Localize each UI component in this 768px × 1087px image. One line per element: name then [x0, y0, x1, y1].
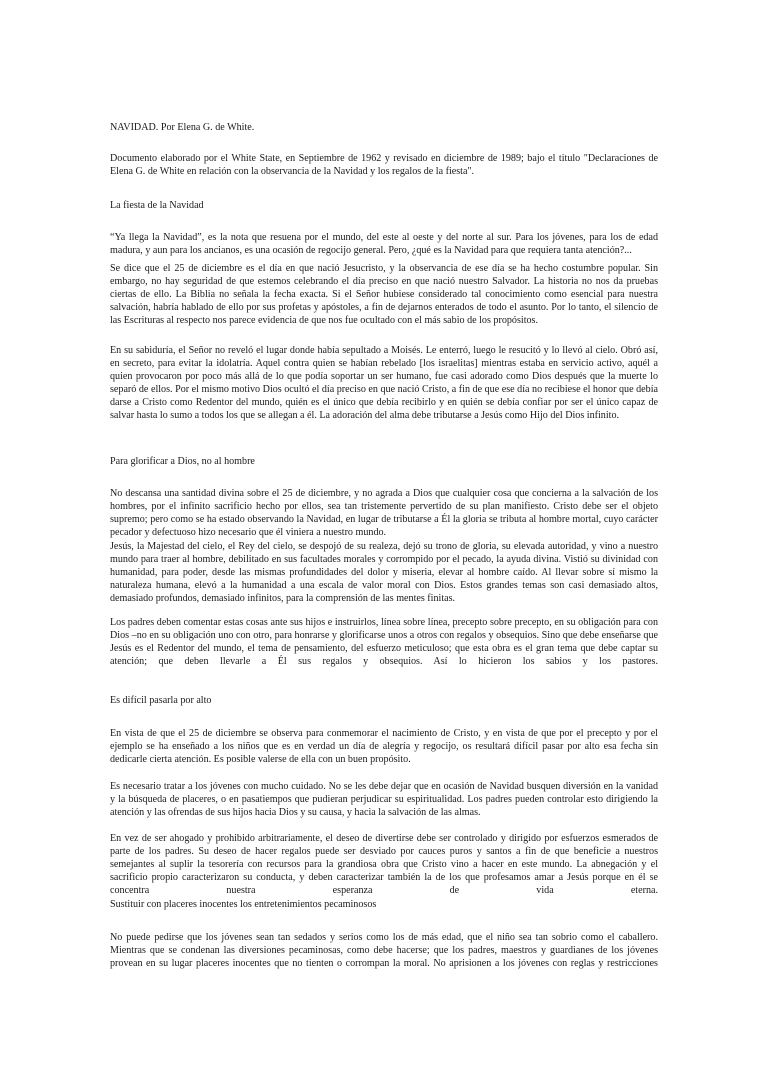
- section-heading: La fiesta de la Navidad: [110, 200, 204, 211]
- paragraph: “Ya llega la Navidad”, es la nota que resuena por el mundo, del este al oeste y del norte al sur. Para los jóvenes, para los de edad madura, y aun para los ancianos, es una ocasión de regocijo general. Pero, ¿qué es la Navidad para que requiera tanta atención?...: [110, 232, 658, 256]
- paragraph: En vista de que el 25 de diciembre se observa para conmemorar el nacimiento de Cristo, y en vista de que por el precepto y por el ejemplo se ha enseñado a los niños que es en verdad un día de alegría y regocijo, os resultará difícil pasar por alto esa fecha sin dedicarle cierta atención. Es posible valerse de ella con un buen propósito.: [110, 728, 658, 765]
- paragraph: En su sabiduría, el Señor no reveló el lugar donde había sepultado a Moisés. Le enterró, luego le resucitó y lo llevó al cielo. Obró así, en secreto, para evitar la idolatría. Aquel contra quien se habían rebelado [los israelitas] mientras estaba en servicio activo, aquél a quien provocaron por poco más allá de lo que podía soportar un ser humano, fue casi adorado como Dios después que la muerte lo separó de ellos. Por el mismo motivo Dios ocultó el día preciso en que nació Cristo, a fin de que ese día no recibiese el honor que debía darse a Cristo como Redentor del mundo, quién es el único que debía recibirlo y en quién se debía confiar por ser el único capaz de salvar hasta lo sumo a todos los que se allegan a él. La adoración del alma debe tributarse a Jesús como Hijo del Dios infinito.: [110, 345, 658, 421]
- intro-paragraph: Documento elaborado por el White State, en Septiembre de 1962 y revisado en diciembre de 1989; bajo el titulo "Declaraciones de Elena G. de White en relación con la observancia de la Navidad y los regalos de la fiesta".: [110, 153, 658, 177]
- document-title: NAVIDAD. Por Elena G. de White.: [110, 122, 255, 133]
- section-heading: Es difícil pasarla por alto: [110, 695, 212, 706]
- paragraph: En vez de ser ahogado y prohibido arbitrariamente, el deseo de divertirse debe ser controlado y dirigido por esfuerzos esmerados de parte de los padres. Su deseo de hacer regalos puede ser desviado por cauces puros y santos a fin de que beneficie a nuestros semejantes al suplir la tesorería con recursos para la grandiosa obra que Cristo vino a hacer en este mundo. La abnegación y el sacrificio propio caracterizaron su conducta, y deben caracterizar también la de los que profesamos amar a Jesús porque en él se concentra nuestra esperanza de vida eterna.: [110, 833, 658, 896]
- paragraph: Es necesario tratar a los jóvenes con mucho cuidado. No se les debe dejar que en ocasión de Navidad busquen diversión en la vanidad y la búsqueda de placeres, o en pasatiempos que pudieran perjudicar su espiritualidad. Los padres pueden controlar esto dirigiendo la atención y las ofrendas de sus hijos hacia Dios y su causa, y hacia la salvación de las almas.: [110, 781, 658, 818]
- paragraph: Se dice que el 25 de diciembre es el día en que nació Jesucristo, y la observancia de ese día se ha hecho costumbre popular. Sin embargo, no hay seguridad de que estemos celebrando el día preciso en que nació nuestro Salvador. La historia no nos da pruebas ciertas de ello. La Biblia no señala la fecha exacta. Si el Señor hubiese considerado tal conocimiento como esencial para nuestra salvación, habría hablado de ello por sus profetas y apóstoles, a fin de dejarnos enterados de todo el asunto. Por lo tanto, el silencio de las Escrituras al respecto nos parece evidencia de que nos fue ocultado con el más sabio de los propósitos.: [110, 263, 658, 326]
- paragraph: Jesús, la Majestad del cielo, el Rey del cielo, se despojó de su realeza, dejó su trono de gloria, su elevada autoridad, y vino a nuestro mundo para traer al hombre, debilitado en sus facultades morales y corrompido por el pecado, la ayuda divina. Vistió su divinidad con humanidad, para poder, desde las mismas profundidades del dolor y miseria, elevar al hombre caído. Al llevar sobre sí mismo la naturaleza humana, elevó a la humanidad a una escala de valor moral con Dios. Estos grandes temas son casi demasiado altos, demasiado profundos, demasiado infinitos, para la comprensión de las mentes finitas.: [110, 541, 658, 604]
- section-heading: Sustituir con placeres inocentes los entretenimientos pecaminosos: [110, 899, 377, 910]
- paragraph: No puede pedirse que los jóvenes sean tan sedados y serios como los de más edad, que el niño sea tan sobrio como el caballero. Mientras que se condenan las diversiones pecaminosas, como debe hacerse; que los padres, maestros y guardianes de los jóvenes provean en su lugar placeres inocentes que no tienten o corrompan la moral. No aprisionen a los jóvenes con reglas y restricciones: [110, 932, 658, 969]
- paragraph: Los padres deben comentar estas cosas ante sus hijos e instruirlos, línea sobre línea, precepto sobre precepto, en su obligación para con Dios –no en su obligación uno con otro, para honrarse y glorificarse unos a otros con regalos y obsequios. Sino que debe enseñarse que Jesús es el Redentor del mundo, el tema de pensamiento, del esfuerzo meticuloso; que esta obra es el gran tema que debe captar su atención; que deben llevarle a Él sus regalos y obsequios. Así lo hicieron los sabios y los pastores.: [110, 617, 658, 667]
- section-heading: Para glorificar a Dios, no al hombre: [110, 456, 255, 467]
- paragraph: No descansa una santidad divina sobre el 25 de diciembre, y no agrada a Dios que cualquier cosa que concierna a la salvación de los hombres, por el infinito sacrificio hecho por ellos, sea tan tristemente pervertido de su plan manifiesto. Cristo debe ser el objeto supremo; pero como se ha estado observando la Navidad, en lugar de tributarse a Él la gloria se tributa al hombre mortal, cuyo carácter pecador y defectuoso hizo necesario que él viniera a nuestro mundo.: [110, 488, 658, 538]
